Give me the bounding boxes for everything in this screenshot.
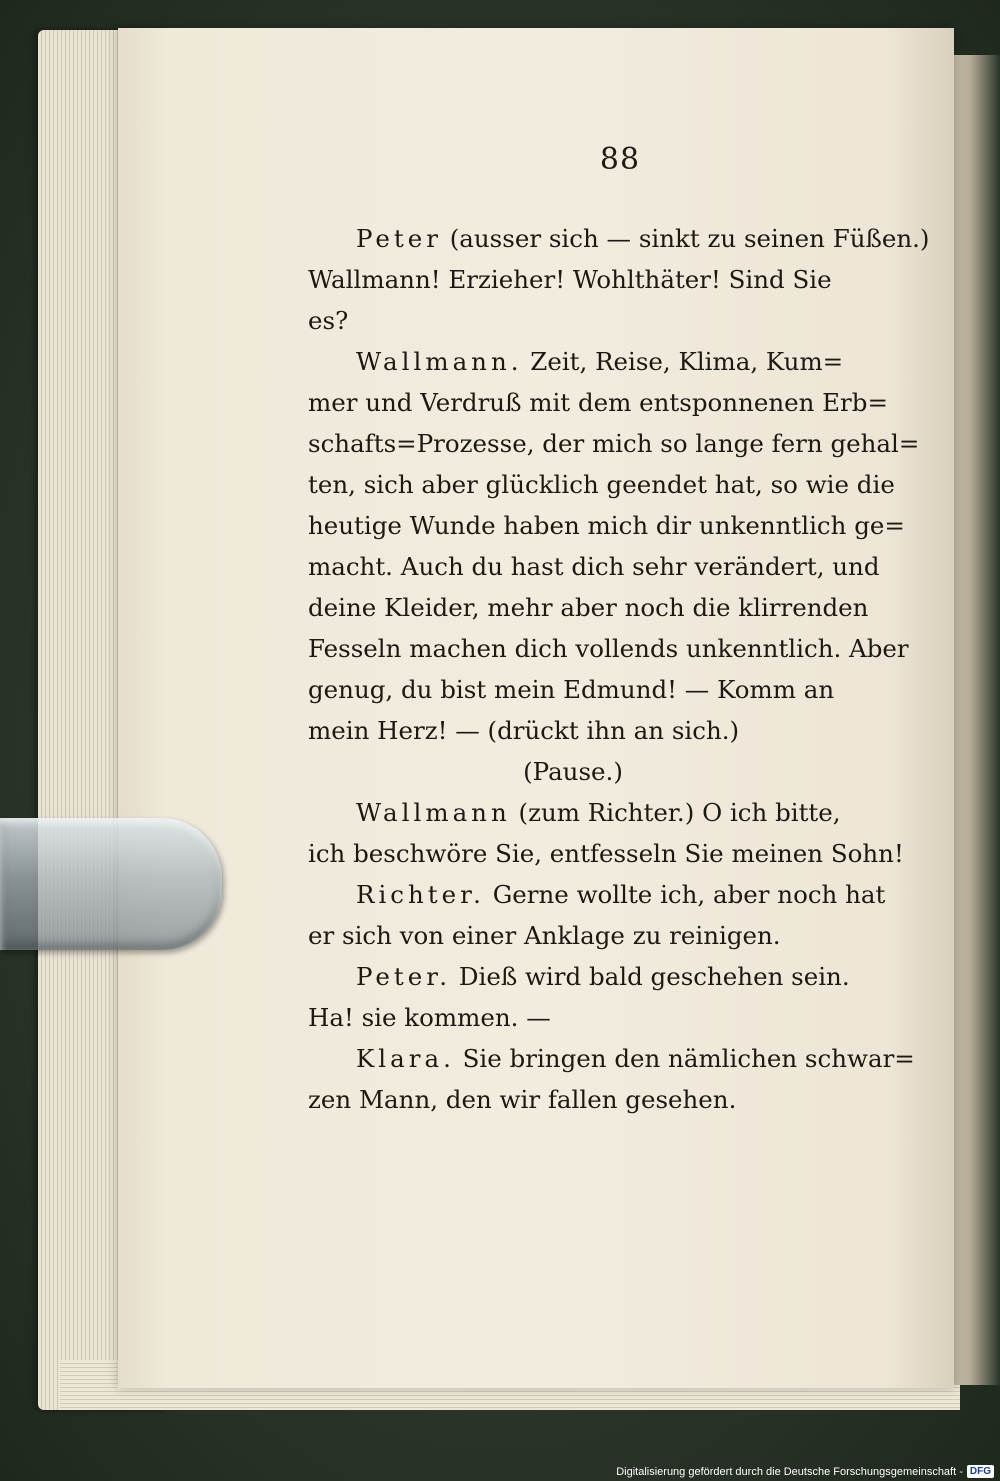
text-line [308, 669, 948, 710]
text-line [308, 546, 948, 587]
digitization-credit [616, 1465, 994, 1478]
line-text: ten, sich aber glücklich geendet hat, so wie die [308, 470, 895, 499]
line-text: Dieß wird bald geschehen sein. [451, 962, 850, 991]
line-text: heutige Wunde haben mich dir unkenntlich ge= [308, 511, 905, 540]
line-text: Zeit, Reise, Klima, Kum= [522, 347, 844, 376]
text-line [308, 464, 948, 505]
page-text [308, 218, 948, 1120]
line-text: ich beschwöre Sie, entfesseln Sie meinen Sohn! [308, 839, 904, 868]
line-text: macht. Auch du hast dich sehr verändert, und [308, 552, 880, 581]
line-text: mein Herz! — (drückt ihn an sich.) [308, 716, 740, 745]
text-line [308, 505, 948, 546]
text-line [308, 792, 948, 833]
line-text: Gerne wollte ich, aber noch hat [484, 880, 886, 909]
line-text: Ha! sie kommen. — [308, 1003, 551, 1032]
line-text: (Pause.) [523, 757, 623, 786]
line-text: (ausser sich — sinkt zu seinen Füßen.) [441, 224, 930, 253]
speaker-name: Peter [356, 224, 442, 253]
speaker-name: Peter. [356, 962, 452, 991]
line-text: Wallmann! Erzieher! Wohlthäter! Sind Sie [308, 265, 832, 294]
line-text: deine Kleider, mehr aber noch die klirrenden [308, 593, 869, 622]
dfg-logo: DFG [967, 1465, 994, 1478]
line-text: Fesseln machen dich vollends unkenntlich. Aber [308, 634, 909, 663]
text-line [308, 956, 948, 997]
line-text: Sie bringen den nämlichen schwar= [454, 1044, 915, 1073]
text-line [308, 341, 948, 382]
line-text: schafts=Prozesse, der mich so lange fern gehal= [308, 429, 920, 458]
text-line [308, 218, 948, 259]
text-line [308, 423, 948, 464]
page-number: 88 [599, 142, 641, 177]
text-line [308, 587, 948, 628]
line-text: er sich von einer Anklage zu reinigen. [308, 921, 781, 950]
text-line [308, 259, 948, 300]
speaker-name: Wallmann. [356, 347, 523, 376]
speaker-name: Klara. [356, 1044, 455, 1073]
text-line [308, 833, 948, 874]
text-line [308, 997, 948, 1038]
text-line [308, 300, 948, 341]
text-line [308, 1038, 948, 1079]
stage-direction [308, 751, 948, 792]
text-line [308, 874, 948, 915]
text-line [308, 1079, 948, 1120]
text-line [308, 628, 948, 669]
text-line [308, 710, 948, 751]
speaker-name: Richter. [356, 880, 485, 909]
line-text: genug, du bist mein Edmund! — Komm an [308, 675, 835, 704]
glass-page-clip [0, 818, 222, 950]
speaker-name: Wallmann [356, 798, 511, 827]
line-text: (zum Richter.) O ich bitte, [510, 798, 841, 827]
book-cover-edge [950, 55, 1000, 1385]
credit-text: Digitalisierung gefördert durch die Deutsche Forschungsgemeinschaft - [616, 1465, 963, 1478]
line-text: zen Mann, den wir fallen gesehen. [308, 1085, 737, 1114]
text-line [308, 915, 948, 956]
text-line [308, 382, 948, 423]
line-text: es? [308, 306, 349, 335]
line-text: mer und Verdruß mit dem entsponnenen Erb= [308, 388, 888, 417]
